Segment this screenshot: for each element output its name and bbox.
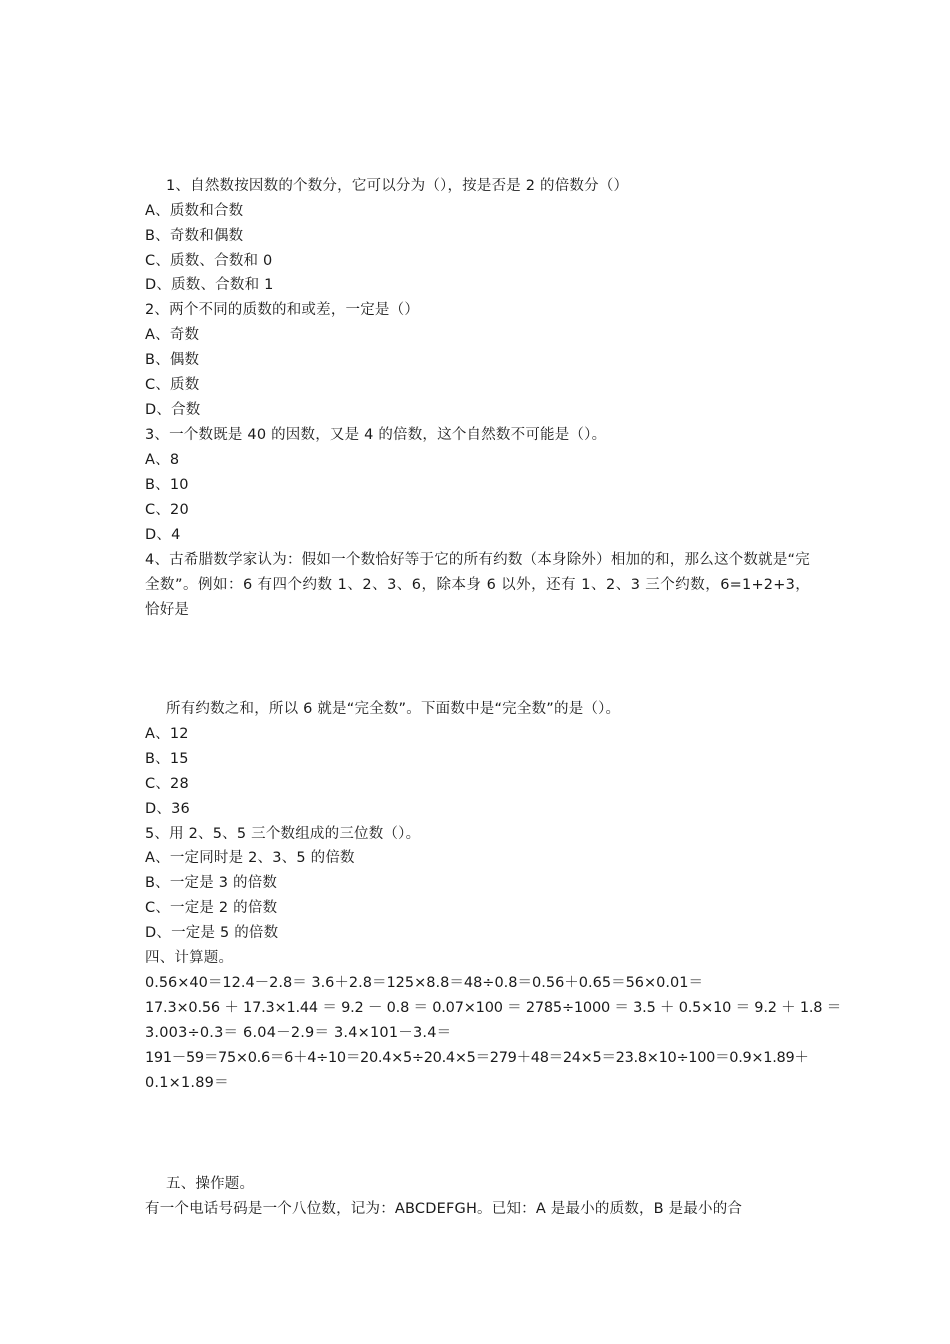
question-4-option-b: B、15 [145, 751, 189, 767]
calc-line-5: 0.1×1.89＝ [145, 1075, 229, 1091]
question-3-option-a: A、8 [145, 452, 180, 468]
section-4-heading: 四、计算题。 [145, 950, 234, 966]
question-1-stem: 1、自然数按因数的个数分，它可以分为（），按是否是 2 的倍数分（） [166, 178, 629, 194]
question-2-option-b: B、偶数 [145, 352, 200, 368]
question-5-option-d: D、一定是 5 的倍数 [145, 925, 279, 941]
question-2-stem: 2、两个不同的质数的和或差，一定是（） [145, 302, 420, 318]
question-4-option-d: D、36 [145, 801, 190, 817]
question-2-option-a: A、奇数 [145, 327, 200, 343]
question-4-option-a: A、12 [145, 726, 189, 742]
calc-line-4: 191－59＝75×0.6＝6＋4÷10＝20.4×5÷20.4×5＝279＋48＝24×5＝23.8×10÷100＝0.9×1.89＋ [145, 1050, 809, 1066]
question-5-option-a: A、一定同时是 2、3、5 的倍数 [145, 850, 355, 866]
question-4-stem-part2: 所有约数之和，所以 6 就是“完全数”。下面数中是“完全数”的是（）。 [166, 701, 621, 717]
calc-line-2: 17.3×0.56 ＋ 17.3×1.44 ＝ 9.2 － 0.8 ＝ 0.07×100 ＝ 2785÷1000 ＝ 3.5 ＋ 0.5×10 ＝ 9.2 ＋ 1.8 ＝ [145, 1000, 842, 1016]
question-3-option-c: C、20 [145, 502, 189, 518]
calc-line-1: 0.56×40＝12.4－2.8＝ 3.6＋2.8＝125×8.8＝48÷0.8＝0.56＋0.65＝56×0.01＝ [145, 975, 703, 991]
calc-line-3: 3.003÷0.3＝ 6.04－2.9＝ 3.4×101－3.4＝ [145, 1025, 452, 1041]
question-1-option-a: A、质数和合数 [145, 203, 244, 219]
section-5-line-1: 有一个电话号码是一个八位数，记为：ABCDEFGH。已知：A 是最小的质数，B 是最小的合 [145, 1201, 743, 1217]
question-2-option-c: C、质数 [145, 377, 200, 393]
question-1-option-b: B、奇数和偶数 [145, 228, 244, 244]
question-5-option-c: C、一定是 2 的倍数 [145, 900, 278, 916]
question-3-stem: 3、一个数既是 40 的因数，又是 4 的倍数，这个自然数不可能是（）。 [145, 427, 607, 443]
question-4-option-c: C、28 [145, 776, 189, 792]
question-1-option-c: C、质数、合数和 0 [145, 253, 273, 269]
question-3-option-d: D、4 [145, 527, 181, 543]
question-3-option-b: B、10 [145, 477, 189, 493]
question-5-stem: 5、用 2、5、5 三个数组成的三位数（）。 [145, 826, 421, 842]
section-5-heading: 五、操作题。 [166, 1176, 255, 1192]
question-2-option-d: D、合数 [145, 402, 201, 418]
question-1-option-d: D、质数、合数和 1 [145, 277, 274, 293]
question-5-option-b: B、一定是 3 的倍数 [145, 875, 278, 891]
question-4-stem-part1: 4、古希腊数学家认为：假如一个数恰好等于它的所有约数（本身除外）相加的和，那么这个数就是“完全数”。例如：6 有四个约数 1、2、3、6，除本身 6 以外，还有 1、2、3 三个约数，6=1+2+3，恰好是 [145, 552, 810, 618]
